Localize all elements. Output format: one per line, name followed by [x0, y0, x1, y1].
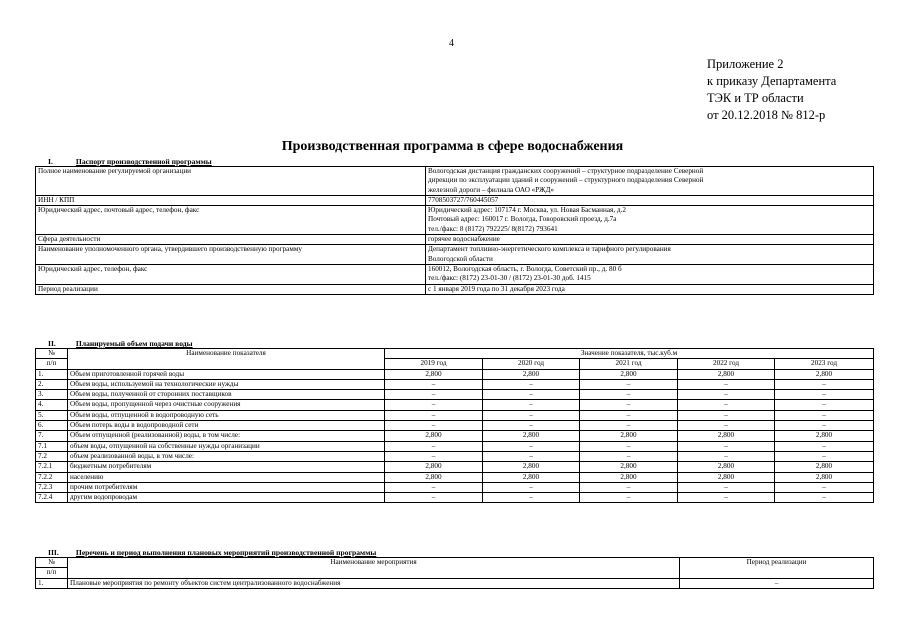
- section2-heading: [48, 339, 193, 348]
- section2-number: II.: [48, 339, 56, 348]
- passport-label: Период реализации: [36, 284, 426, 294]
- passport-value-line: Департамент топливно-энергетического комплекса и тарифного регулирования: [428, 245, 671, 254]
- header-year: 2022 год: [678, 359, 775, 369]
- table-row: [36, 379, 874, 389]
- header-year: 2020 год: [483, 359, 580, 369]
- row-value: –: [580, 410, 678, 420]
- section2-title: Планируемый объем подачи воды: [75, 339, 193, 348]
- row-value: –: [580, 482, 678, 492]
- row-value: –: [483, 410, 580, 420]
- table-row: [36, 482, 874, 492]
- header-values: Значение показателя, тыс.куб.м: [385, 349, 874, 359]
- row-value: –: [385, 421, 483, 431]
- row-value: 2,800: [385, 431, 483, 441]
- passport-value: [426, 235, 874, 245]
- header-period: Период реализации: [680, 558, 874, 579]
- row-indicator: бюджетным потребителям: [68, 462, 385, 472]
- table-row: [36, 390, 874, 400]
- row-value: 2,800: [483, 431, 580, 441]
- row-value: 2,800: [483, 472, 580, 482]
- appendix-line: Приложение 2: [707, 57, 784, 71]
- row-indicator: Объем отпущенной (реализованной) воды, в том числе:: [68, 431, 385, 441]
- row-value: –: [385, 379, 483, 389]
- table-row: [36, 472, 874, 482]
- section1-number: I.: [48, 157, 53, 166]
- page-number: 4: [449, 38, 454, 49]
- row-value: –: [678, 400, 775, 410]
- passport-label: Наименование уполномоченного органа, утвердившего производственную программу: [36, 245, 426, 265]
- passport-value-line: дирекции по эксплуатации зданий и сооружений – структурного подразделения Северной: [428, 176, 704, 185]
- row-number: 1.: [36, 369, 68, 379]
- appendix-line: от 20.12.2018 № 812-р: [707, 108, 826, 122]
- row-number: 7.2.2: [36, 472, 68, 482]
- table-row: [36, 206, 874, 235]
- section3-number: III.: [48, 548, 59, 557]
- passport-value: [426, 206, 874, 235]
- row-value: –: [483, 421, 580, 431]
- row-value: –: [483, 379, 580, 389]
- table-row: [36, 578, 874, 588]
- header-year: 2023 год: [775, 359, 874, 369]
- header-no-line2: п/п: [36, 568, 68, 578]
- row-value: –: [580, 400, 678, 410]
- row-indicator: объем реализованной воды, в том числе:: [68, 451, 385, 461]
- row-number: 7.1: [36, 441, 68, 451]
- header-no-line2: п/п: [36, 359, 68, 369]
- row-value: –: [483, 390, 580, 400]
- row-value: –: [678, 493, 775, 503]
- table-row: [36, 410, 874, 420]
- passport-value: [426, 284, 874, 294]
- row-value: –: [678, 379, 775, 389]
- table-row: [36, 245, 874, 265]
- row-value: –: [775, 482, 874, 492]
- table-row: [36, 284, 874, 294]
- passport-label: Полное наименование регулируемой организации: [36, 167, 426, 196]
- row-number: 7.: [36, 431, 68, 441]
- row-number: 5.: [36, 410, 68, 420]
- table-row: [36, 431, 874, 441]
- row-indicator: Объем воды, отпущенной в водопроводную сеть: [68, 410, 385, 420]
- header-indicator-name: Наименование показателя: [68, 349, 385, 370]
- row-value: –: [775, 400, 874, 410]
- passport-value-line: тел./факс: (8172) 23-01-30 / (8172) 23-01-30 доб. 1415: [428, 274, 591, 283]
- header-measure-name: Наименование мероприятия: [68, 558, 680, 579]
- row-number: 7.2.3: [36, 482, 68, 492]
- row-measure: Плановые мероприятия по ремонту объектов систем централизованного водоснабжения: [68, 578, 680, 588]
- passport-value-line: 7708503727/760445057: [428, 195, 499, 204]
- row-value: 2,800: [678, 431, 775, 441]
- row-number: 7.2: [36, 451, 68, 461]
- table-row: [36, 462, 874, 472]
- row-number: 6.: [36, 421, 68, 431]
- table-row: [36, 167, 874, 196]
- row-value: –: [775, 390, 874, 400]
- passport-value: [426, 167, 874, 196]
- appendix-block: [707, 56, 836, 124]
- row-value: –: [385, 441, 483, 451]
- row-value: –: [678, 451, 775, 461]
- document-title: Производственная программа в сфере водоснабжения: [281, 139, 624, 154]
- row-value: 2,800: [385, 369, 483, 379]
- row-value: 2,800: [775, 431, 874, 441]
- row-indicator: Объем воды, полученной от сторонних поставщиков: [68, 390, 385, 400]
- passport-value: [426, 264, 874, 284]
- row-indicator: объем воды, отпущенной на собственные нужды организации: [68, 441, 385, 451]
- passport-value-line: горячее водоснабжение: [428, 235, 500, 244]
- passport-value: [426, 195, 874, 205]
- row-value: –: [678, 421, 775, 431]
- row-value: –: [678, 410, 775, 420]
- measures-table: [35, 557, 874, 589]
- row-value: –: [580, 451, 678, 461]
- row-value: –: [385, 400, 483, 410]
- table-row: [36, 493, 874, 503]
- passport-value-line: 160012, Вологодская область, г. Вологда, Советский пр., д. 80 б: [428, 264, 622, 273]
- row-value: 2,800: [775, 369, 874, 379]
- row-value: 2,800: [678, 369, 775, 379]
- row-value: 2,800: [580, 431, 678, 441]
- row-indicator: Объем приготовленной горячей воды: [68, 369, 385, 379]
- passport-label: Юридический адрес, телефон, факс: [36, 264, 426, 284]
- row-indicator: Объем воды, пропущенной через очистные сооружения: [68, 400, 385, 410]
- row-value: 2,800: [580, 462, 678, 472]
- row-value: –: [580, 493, 678, 503]
- row-value: –: [580, 390, 678, 400]
- row-value: 2,800: [385, 462, 483, 472]
- row-number: 3.: [36, 390, 68, 400]
- row-value: –: [385, 493, 483, 503]
- header-year: 2021 год: [580, 359, 678, 369]
- row-number: 1.: [36, 578, 68, 588]
- appendix-line: ТЭК и ТР области: [707, 91, 804, 105]
- passport-value-line: с 1 января 2019 года по 31 декабря 2023 года: [428, 284, 565, 293]
- section3-heading: [48, 548, 376, 557]
- row-value: 2,800: [580, 472, 678, 482]
- row-value: 2,800: [775, 472, 874, 482]
- section3-title: Перечень и период выполнения плановых мероприятий производственной программы: [75, 548, 377, 557]
- row-value: 2,800: [483, 462, 580, 472]
- row-value: –: [678, 441, 775, 451]
- table-row: [36, 400, 874, 410]
- table-row: [36, 451, 874, 461]
- row-value: –: [775, 451, 874, 461]
- passport-value-line: Вологодской области: [428, 254, 493, 263]
- passport-value-line: Юридический адрес: 107174 г. Москва, ул. Новая Басманная, д.2: [428, 206, 626, 215]
- passport-value-line: Почтовый адрес: 160017 г. Вологда, Говоровский проезд, д.7а: [428, 215, 617, 224]
- section1-heading: [48, 157, 212, 166]
- row-indicator: прочим потребителям: [68, 482, 385, 492]
- row-number: 7.2.1: [36, 462, 68, 472]
- table-row: [36, 369, 874, 379]
- table-row: [36, 441, 874, 451]
- row-number: 4.: [36, 400, 68, 410]
- row-number: 2.: [36, 379, 68, 389]
- row-value: 2,800: [678, 462, 775, 472]
- row-value: –: [483, 493, 580, 503]
- row-value: 2,800: [775, 462, 874, 472]
- row-value: –: [775, 421, 874, 431]
- table-row: [36, 421, 874, 431]
- passport-table: [35, 166, 874, 295]
- passport-value: [426, 245, 874, 265]
- table-row: [36, 195, 874, 205]
- row-value: 2,800: [678, 472, 775, 482]
- row-value: –: [580, 421, 678, 431]
- passport-label: Юридический адрес, почтовый адрес, телефон, факс: [36, 206, 426, 235]
- row-value: –: [678, 482, 775, 492]
- header-no: №: [36, 558, 68, 568]
- header-no: №: [36, 349, 68, 359]
- row-value: –: [580, 441, 678, 451]
- passport-value-line: тел./факс: 8 (8172) 792225/ 8(8172) 793641: [428, 224, 558, 233]
- row-value: –: [775, 379, 874, 389]
- row-value: –: [775, 410, 874, 420]
- row-value: 2,800: [580, 369, 678, 379]
- row-value: 2,800: [483, 369, 580, 379]
- row-value: –: [385, 410, 483, 420]
- row-value: –: [483, 400, 580, 410]
- row-value: –: [385, 390, 483, 400]
- row-value: –: [483, 482, 580, 492]
- row-value: –: [385, 451, 483, 461]
- table-row: [36, 264, 874, 284]
- row-value: 2,800: [385, 472, 483, 482]
- header-year: 2019 год: [385, 359, 483, 369]
- row-value: –: [775, 441, 874, 451]
- appendix-line: к приказу Департамента: [707, 74, 837, 88]
- section1-title: Паспорт производственной программы: [75, 157, 212, 166]
- passport-value-line: Вологодская дистанция гражданских сооружений – структурное подразделение Северной: [428, 167, 704, 175]
- passport-label: ИНН / КПП: [36, 195, 426, 205]
- row-value: –: [483, 441, 580, 451]
- row-indicator: другим водопроводам: [68, 493, 385, 503]
- row-indicator: Объем потерь воды в водопроводной сети: [68, 421, 385, 431]
- row-value: –: [678, 390, 775, 400]
- row-value: –: [385, 482, 483, 492]
- passport-label: Сфера деятельности: [36, 235, 426, 245]
- row-value: –: [580, 379, 678, 389]
- table-row: [36, 235, 874, 245]
- water-volume-table: [35, 348, 874, 503]
- passport-value-line: железной дороги – филиала ОАО «РЖД»: [428, 185, 554, 194]
- row-indicator: населению: [68, 472, 385, 482]
- row-number: 7.2.4: [36, 493, 68, 503]
- row-indicator: Объем воды, используемой на технологические нужды: [68, 379, 385, 389]
- row-period: –: [680, 578, 874, 588]
- row-value: –: [483, 451, 580, 461]
- row-value: –: [775, 493, 874, 503]
